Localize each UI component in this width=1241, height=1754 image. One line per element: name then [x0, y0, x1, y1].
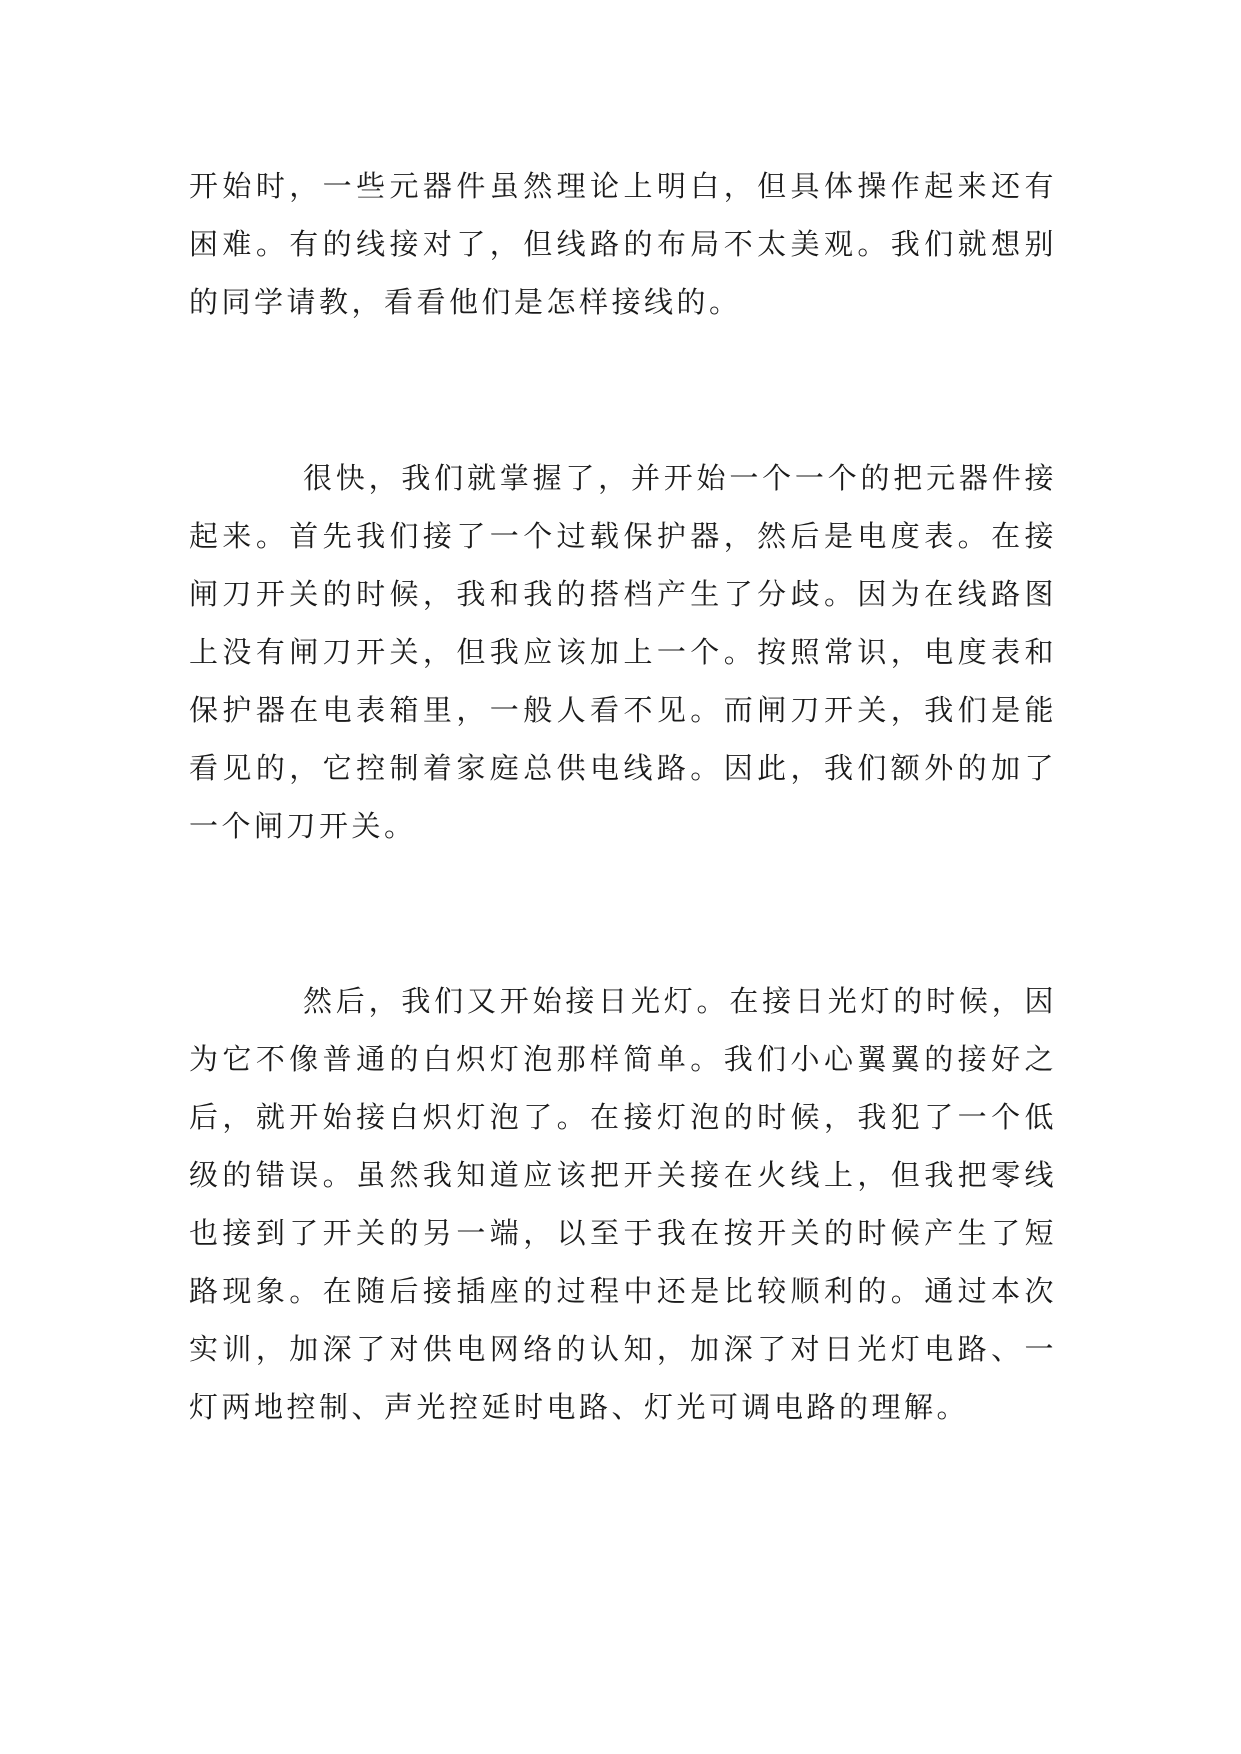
- paragraph-component-wiring: 很快，我们就掌握了，并开始一个一个的把元器件接起来。首先我们接了一个过载保护器，然后是电度表。在接闸刀开关的时候，我和我的搭档产生了分歧。因为在线路图上没有闸刀开关，但我应该加上一个。按照常识，电度表和保护器在电表箱里，一般人看不见。而闸刀开关，我们是能看见的，它控制着家庭总供电线路。因此，我们额外的加了一个闸刀开关。: [189, 461, 1057, 843]
- paragraph-lighting-wiring: 然后，我们又开始接日光灯。在接日光灯的时候，因为它不像普通的白炽灯泡那样简单。我们小心翼翼的接好之后，就开始接白炽灯泡了。在接灯泡的时候，我犯了一个低级的错误。虽然我知道应该把开关接在火线上，但我把零线也接到了开关的另一端，以至于我在按开关的时候产生了短路现象。在随后接插座的过程中还是比较顺利的。通过本次实训，加深了对供电网络的认知，加深了对日光灯电路、一灯两地控制、声光控延时电路、灯光可调电路的理解。: [189, 984, 1057, 1424]
- paragraph-continuation: 开始时，一些元器件虽然理论上明白，但具体操作起来还有困难。有的线接对了，但线路的布局不太美观。我们就想别的同学请教，看看他们是怎样接线的。: [189, 169, 1057, 319]
